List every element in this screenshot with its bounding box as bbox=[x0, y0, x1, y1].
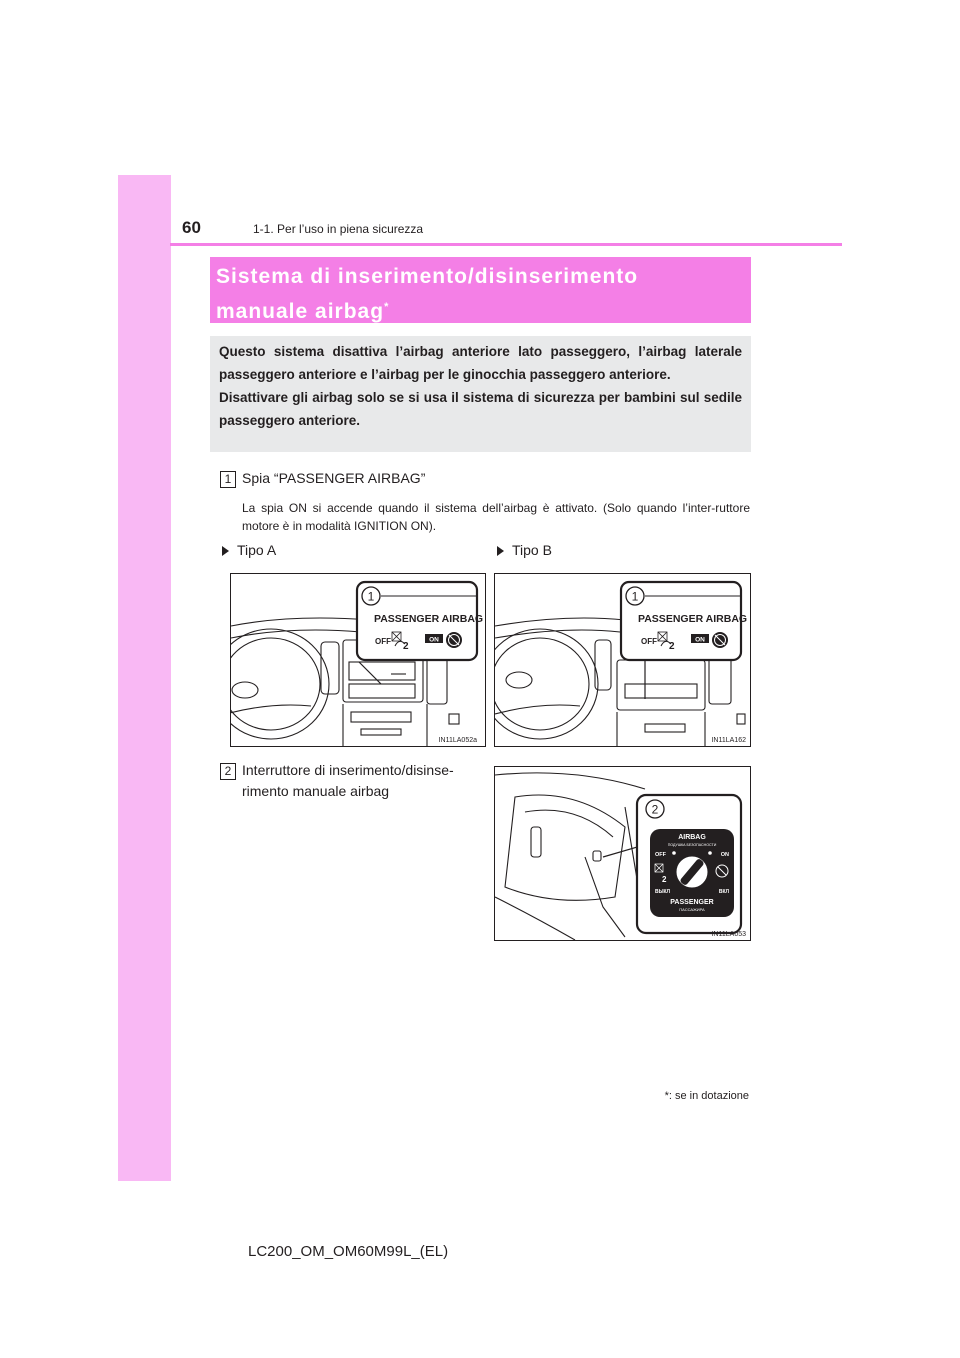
footnote-text: : se in dotazione bbox=[668, 1090, 749, 1102]
triangle-bullet-icon bbox=[222, 546, 229, 556]
airbag-on-icon bbox=[712, 632, 728, 648]
figure-b-callout: 1 bbox=[631, 589, 639, 604]
title-asterisk: * bbox=[384, 301, 390, 313]
figure-b-two: 2 bbox=[669, 641, 675, 652]
title-line-2 bbox=[216, 292, 638, 327]
figure-b-code: IN11LA162 bbox=[711, 737, 746, 744]
figure-a-callout: 1 bbox=[367, 589, 375, 604]
switch-passenger-ru-label: ПАССАЖИРА bbox=[679, 907, 705, 912]
intro-paragraph-2: Disattivare gli airbag solo se si usa il sistema di sicurezza per bambini sul sedile passeggero anteriore. bbox=[219, 390, 742, 428]
type-a-text: Tipo A bbox=[237, 542, 277, 558]
switch-airbag-label: AIRBAG bbox=[678, 834, 706, 841]
item-number-2: 2 bbox=[220, 763, 236, 780]
figure-a-two: 2 bbox=[403, 641, 409, 652]
title-line-2-text: manuale airbag bbox=[216, 300, 385, 323]
switch-passenger-label: PASSENGER bbox=[670, 899, 714, 906]
item-label-1: Spia “PASSENGER AIRBAG” bbox=[242, 470, 426, 486]
figure-b-panel-title: PASSENGER AIRBAG bbox=[638, 613, 748, 625]
page-side-tab bbox=[118, 175, 171, 1181]
switch-airbag-ru-label: ПОДУШКА БЕЗОПАСНОСТИ bbox=[667, 843, 717, 847]
page-title bbox=[216, 262, 638, 327]
figure-a-code: IN11LA052a bbox=[438, 737, 477, 744]
page-footer: LC200_OM_OM60M99L_(EL) bbox=[248, 1243, 449, 1260]
glovebox-switch-illustration bbox=[495, 767, 750, 940]
figure-a-off-label: OFF bbox=[375, 637, 391, 646]
item-number-1: 1 bbox=[220, 471, 236, 488]
page-number: 60 bbox=[182, 218, 201, 237]
switch-on-label: ON bbox=[720, 852, 729, 858]
intro-text bbox=[219, 340, 742, 432]
intro-paragraph-1: Questo sistema disattiva l’airbag anteriore lato passeggero, l’airbag laterale passeggero anteriore e l’airbag per le ginocchia passeggero anteriore. bbox=[219, 344, 742, 382]
type-b-text: Tipo B bbox=[512, 542, 552, 558]
dashboard-type-a-illustration bbox=[231, 574, 485, 746]
figure-switch-callout: 2 bbox=[651, 802, 659, 817]
figure-type-b bbox=[494, 573, 751, 747]
item-label-2-line-2: rimento manuale airbag bbox=[242, 783, 390, 799]
switch-off-label: OFF bbox=[655, 852, 666, 858]
figure-switch bbox=[494, 766, 751, 941]
airbag-on-icon bbox=[446, 632, 462, 648]
header-rule bbox=[170, 243, 842, 246]
type-b-label bbox=[497, 542, 552, 558]
item-description-1: La spia ON si accende quando il sistema dell’airbag è attivato. (Solo quando l’inter-ruttore motore è in modalità IGNITION ON). bbox=[242, 501, 750, 533]
dashboard-type-b-illustration bbox=[495, 574, 750, 746]
title-line-1: Sistema di inserimento/disinserimento bbox=[216, 265, 639, 288]
switch-knob bbox=[676, 856, 708, 888]
switch-off-ru-label: ВЫКЛ bbox=[655, 889, 671, 895]
figure-type-a bbox=[230, 573, 486, 747]
item-label-2 bbox=[242, 760, 480, 802]
footnote-asterisk: * bbox=[664, 1090, 669, 1102]
figure-b-off-label: OFF bbox=[641, 637, 657, 646]
item-label-2-line-1: Interruttore di inserimento/disinse- bbox=[242, 762, 454, 778]
switch-on-ru-label: ВКЛ bbox=[718, 889, 729, 895]
figure-switch-code: IN11LA053 bbox=[711, 931, 746, 938]
figure-a-panel-title: PASSENGER AIRBAG bbox=[374, 613, 484, 625]
footnote bbox=[665, 1090, 749, 1102]
figure-a-on-label: ON bbox=[429, 636, 439, 644]
switch-two: 2 bbox=[662, 875, 667, 884]
type-a-label bbox=[222, 542, 276, 558]
triangle-bullet-icon bbox=[497, 546, 504, 556]
figure-b-on-label: ON bbox=[695, 636, 705, 644]
section-header: 1-1. Per l’uso in piena sicurezza bbox=[253, 222, 424, 236]
